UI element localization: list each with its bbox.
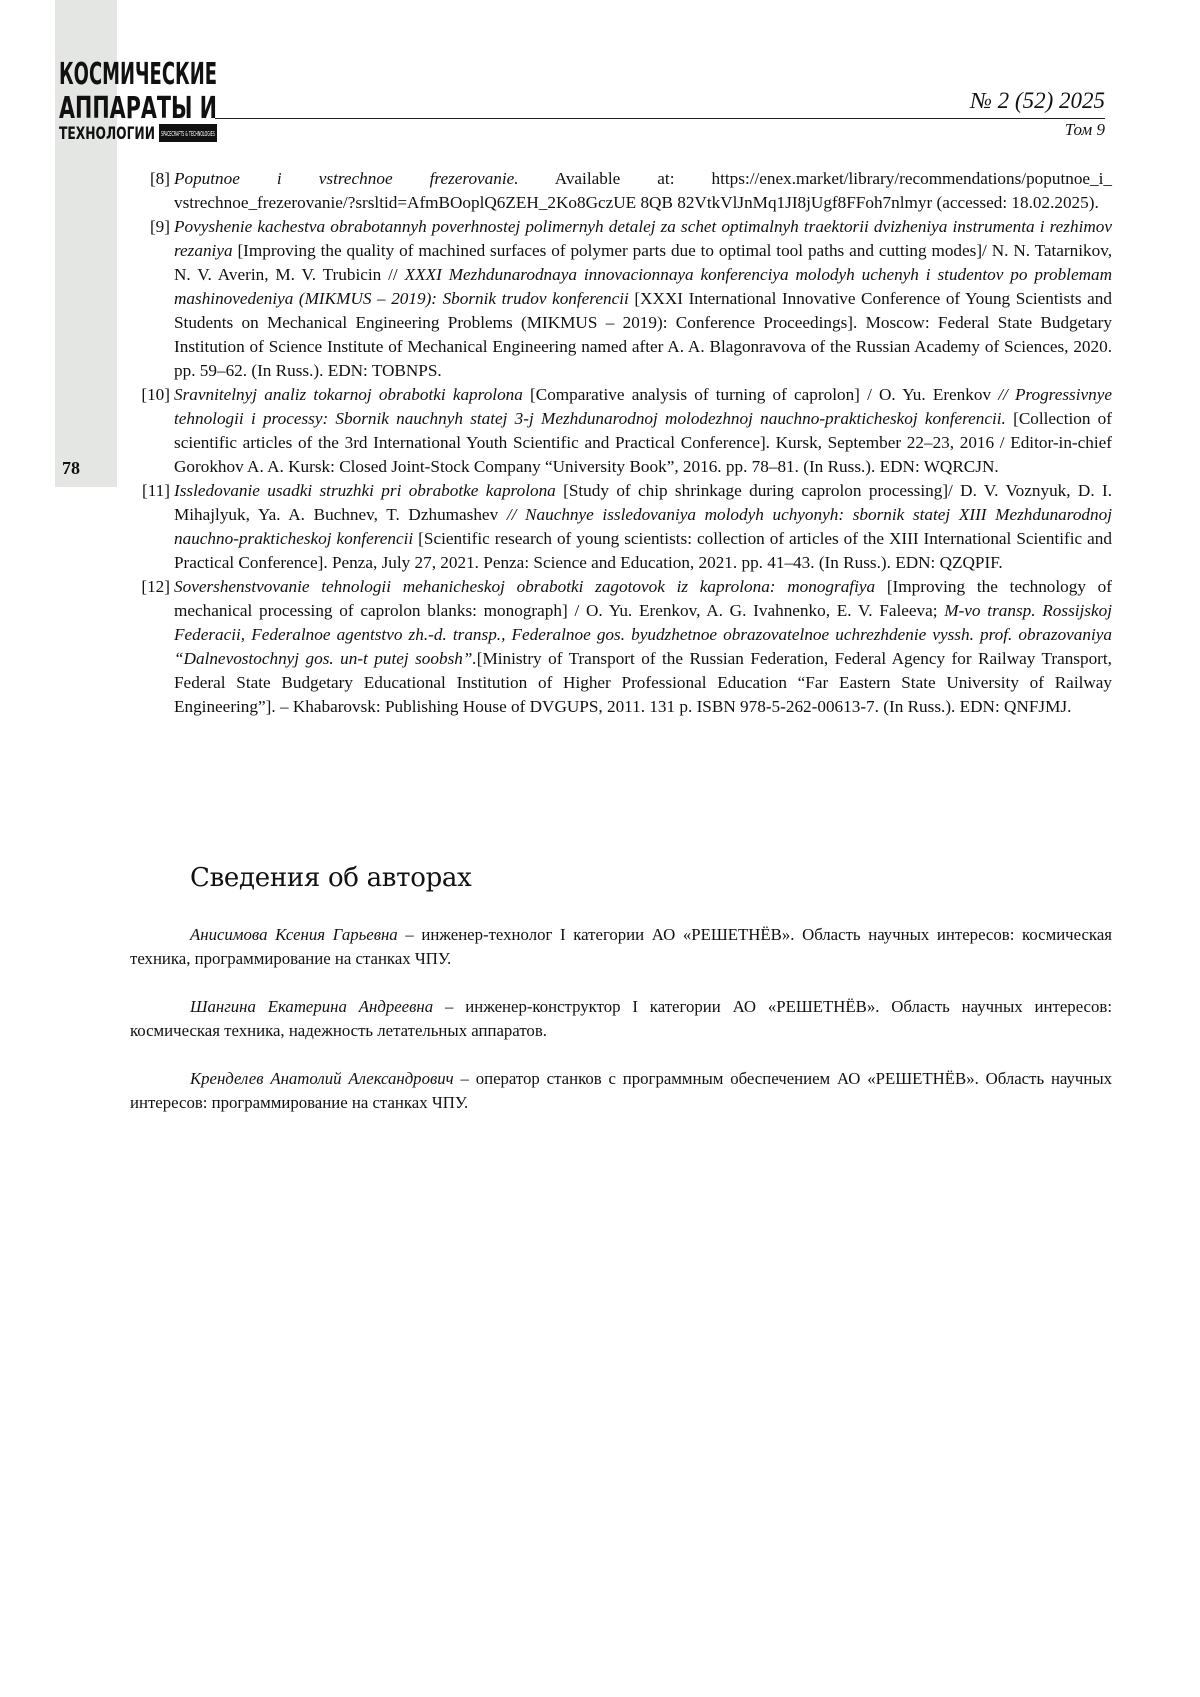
logo-line-3: ТЕХНОЛОГИИ [59, 124, 155, 144]
reference-list [128, 167, 1112, 719]
reference-rest: [Scientific research of young scientists: collection of articles of the XIII International Scientific and Practical Conference]. Penza, July 27, 2021. Penza: Science and Education, 2021. pp. 41–43. (In Russ.). EDN: QZQPIF. [174, 529, 1112, 572]
authors-list [130, 923, 1112, 1139]
author-description: – инженер-конструктор I категории АО «РЕШЕТНЁВ». Область научных интересов: космическая техника, надежность летательных аппаратов. [130, 997, 1112, 1040]
reference-title: Povyshenie kachestva obrabotannyh poverhnostej polimernyh detalej za schet optimalnyh traektorii dvizheniya instrumenta i rezhimov rezaniya [174, 217, 1112, 260]
reference-item [128, 167, 1112, 215]
section-title: Сведения об авторах [190, 863, 472, 893]
author-name: Шангина Екатерина Андреевна [190, 997, 433, 1016]
reference-rest: [Collection of scientific articles of the 3rd International Youth Scientific and Practical Conference]. Kursk, September 22–23, 2016 / Editor-in-chief Gorokhov A. A. Kursk: Closed Joint-Stock Company “University Book”, 2016. pp. 78–81. (In Russ.). EDN: WQRCJN. [174, 409, 1112, 476]
reference-first-line [174, 167, 1112, 191]
reference-number: [9] [128, 215, 170, 239]
author-info [130, 923, 1112, 971]
header-rule [215, 118, 1105, 119]
reference-authors: [Improving the quality of machined surfaces of polymer parts due to optimal tool paths and cutting modes]/ N. N. Tatarnikov, N. V. Averin, M. V. Trubicin // [174, 241, 1112, 284]
reference-source: // Nauchnye issledovaniya molodyh uchyonyh: sbornik statej XIII Mezhdunarodnoj nauchno-prakticheskoj konferencii [174, 505, 1112, 548]
logo-line-1: КОСМИЧЕСКИЕ [59, 57, 217, 92]
reference-url-start: Available at: https://enex.market/library/recommendations/poputnoe_i_ [555, 169, 1112, 188]
reference-number: [10] [128, 383, 170, 407]
journal-logo [58, 50, 218, 150]
reference-item [128, 215, 1112, 383]
reference-title: Poputnoe i vstrechnoe frezerovanie. [174, 169, 519, 188]
reference-rest: [XXXI International Innovative Conference of Young Scientists and Students on Mechanical Engineering Problems (MIKMUS – 2019): Conference Proceedings]. Moscow: Federal State Budgetary Institution of Science Institute of Mechanical Engineering named after A. A. Blagonravova of the Russian Academy of Sciences, 2020. pp. 59–62. (In Russ.). EDN: TOBNPS. [174, 289, 1112, 380]
reference-source: M-vo transp. Rossijskoj Federacii, Federalnoe agentstvo zh.-d. transp., Federalnoe gos. byudzhetnoe obrazovatelnoe uchrezhdenie vyssh. prof. obrazovaniya “Dalnevostochnyj gos. un-t putej soobsh”. [174, 601, 1112, 668]
author-name: Анисимова Ксения Гарьевна [190, 925, 398, 944]
volume-number: Том 9 [1065, 120, 1105, 140]
reference-item [128, 575, 1112, 719]
reference-number: [8] [128, 167, 170, 191]
reference-title: Issledovanie usadki struzhki pri obrabotke kaprolona [174, 481, 556, 500]
reference-authors: [Improving the technology of mechanical processing of caprolon blanks: monograph] / O. Yu. Erenkov, A. G. Ivahnenko, E. V. Faleeva; [174, 577, 1112, 620]
author-info [130, 995, 1112, 1043]
reference-number: [12] [128, 575, 170, 599]
reference-title: Sravnitelnyj analiz tokarnoj obrabotki kaprolona [174, 385, 523, 404]
page-number: 78 [62, 458, 80, 479]
reference-number: [11] [128, 479, 170, 503]
logo-line-2: АППАРАТЫ И [59, 91, 217, 126]
author-description: – инженер-технолог I категории АО «РЕШЕТНЁВ». Область научных интересов: космическая техника, программирование на станках ЧПУ. [130, 925, 1112, 968]
reference-item [128, 383, 1112, 479]
issue-number: № 2 (52) 2025 [970, 88, 1105, 114]
reference-rest: [Ministry of Transport of the Russian Federation, Federal Agency for Railway Transport, Federal State Budgetary Educational Institution of Higher Professional Education “Far Eastern State University of Railway Engineering”]. – Khabarovsk: Publishing House of DVGUPS, 2011. 131 p. ISBN 978-5-262-00613-7. (In Russ.). EDN: QNFJMJ. [174, 649, 1112, 716]
reference-authors: [Comparative analysis of turning of caprolon] / O. Yu. Erenkov [523, 385, 998, 404]
reference-source: // Progressivnye tehnologii i processy: Sbornik nauchnyh statej 3-j Mezhdunarodnoj molodezhnoj nauchno-prakticheskoj konferencii. [174, 385, 1112, 428]
author-description: – оператор станков с программным обеспечением АО «РЕШЕТНЁВ». Область научных интересов: программирование на станках ЧПУ. [130, 1069, 1112, 1112]
reference-title: Sovershenstvovanie tehnologii mehanicheskoj obrabotki zagotovok iz kaprolona: monografiya [174, 577, 875, 596]
author-info [130, 1067, 1112, 1115]
author-name: Кренделев Анатолий Александрович [190, 1069, 454, 1088]
logo-english: SPACECRAFTS & TECHNOLOGIES [161, 130, 215, 138]
reference-rest: vstrechnoe_frezerovanie/?srsltid=AfmBOoplQ6ZEH_2Ko8GczUE 8QB 82VtkVlJnMq1JI8jUgf8FFoh7nlmyr (accessed: 18.02.2025). [174, 193, 1099, 212]
reference-source: XXXI Mezhdunarodnaya innovacionnaya konferenciya molodyh uchenyh i studentov po problemam mashinovedeniya (MIKMUS – 2019): Sbornik trudov konferencii [174, 265, 1112, 308]
reference-authors: [Study of chip shrinkage during caprolon processing]/ D. V. Voznyuk, D. I. Mihajlyuk, Ya. A. Buchnev, T. Dzhumashev [174, 481, 1112, 524]
reference-item [128, 479, 1112, 575]
